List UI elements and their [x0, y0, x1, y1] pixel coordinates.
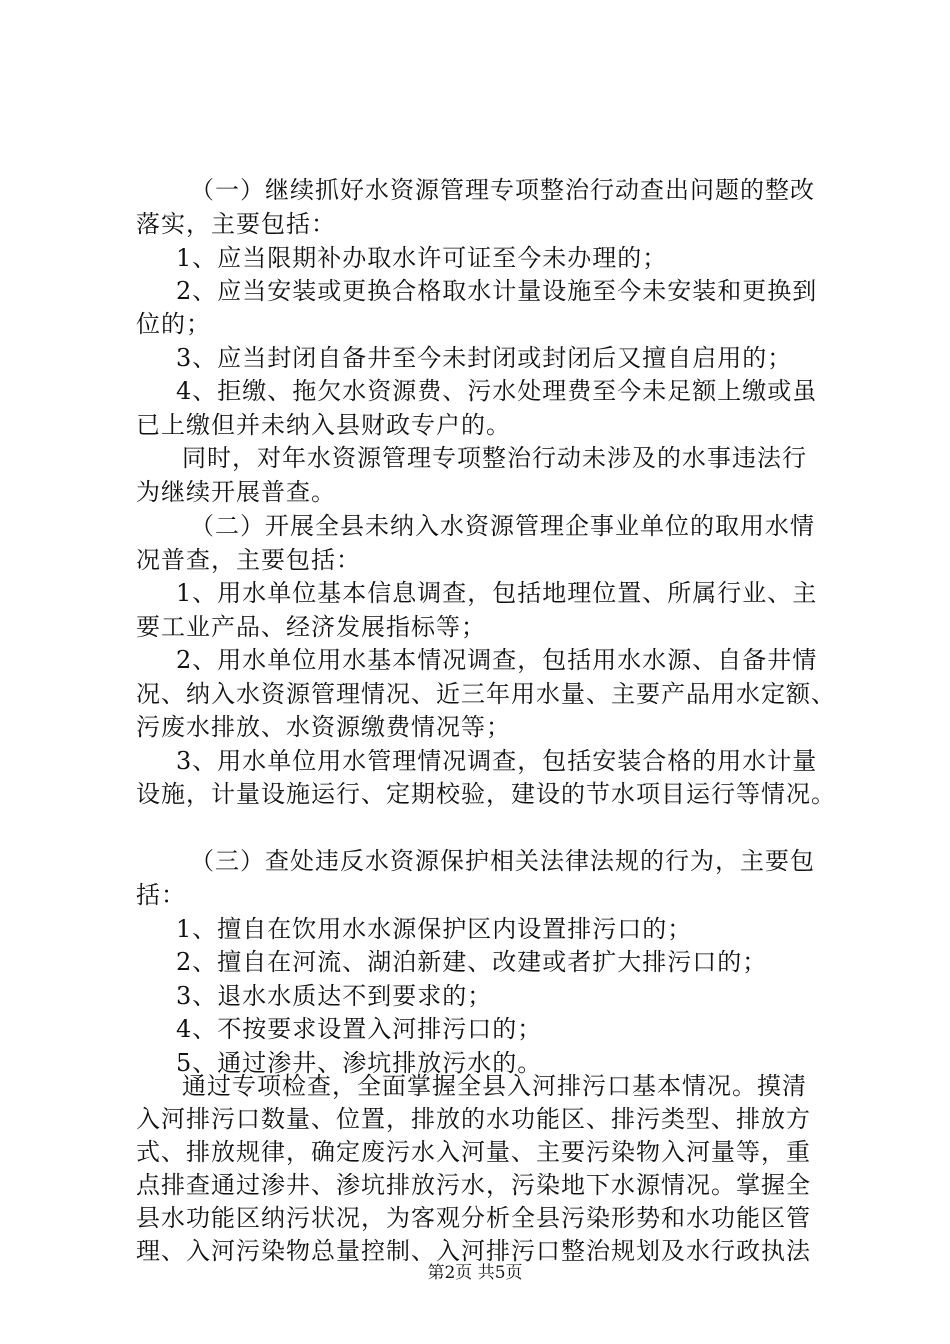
- list-item: 2、应当安装或更换合格取水计量设施至今未安装和更换到: [176, 277, 818, 305]
- text-line: 落实，主要包括：: [136, 210, 336, 238]
- text-line: 括：: [136, 881, 186, 909]
- paragraph-line: 通过专项检查，全面掌握全县入河排污口基本情况。摸清: [182, 1072, 807, 1100]
- list-item: 1、用水单位基本信息调查，包括地理位置、所属行业、主: [176, 579, 818, 607]
- text-line: 点排查通过渗井、渗坑排放污水，污染地下水源情况。掌握全: [136, 1171, 811, 1199]
- text-line: 况、纳入水资源管理情况、近三年用水量、主要产品用水定额、: [136, 680, 836, 708]
- paragraph-line: 同时，对年水资源管理专项整治行动未涉及的水事违法行: [182, 444, 807, 472]
- section-2-heading: （二）开展全县未纳入水资源管理企事业单位的取用水情: [190, 512, 815, 540]
- section-1-heading: （一）继续抓好水资源管理专项整治行动查出问题的整改: [190, 176, 815, 204]
- list-item: 4、拒缴、拖欠水资源费、污水处理费至今未足额上缴或虽: [176, 377, 818, 405]
- list-item: 2、擅自在河流、湖泊新建、改建或者扩大排污口的；: [176, 948, 768, 976]
- text-line: 理、入河污染物总量控制、入河排污口整治规划及水行政执法: [136, 1237, 811, 1265]
- list-item: 1、应当限期补办取水许可证至今未办理的；: [176, 244, 668, 272]
- text-line: 式、排放规律，确定废污水入河量、主要污染物入河量等，重: [136, 1138, 811, 1166]
- section-3-heading: （三）查处违反水资源保护相关法律法规的行为，主要包: [190, 847, 815, 875]
- text-line: 要工业产品、经济发展指标等；: [136, 613, 486, 641]
- list-item: 5、通过渗井、渗坑排放污水的。: [176, 1049, 543, 1077]
- list-item: 2、用水单位用水基本情况调查，包括用水水源、自备井情: [176, 646, 818, 674]
- text-line: 已上缴但并未纳入县财政专户的。: [136, 411, 511, 439]
- list-item: 3、用水单位用水管理情况调查，包括安装合格的用水计量: [176, 747, 818, 775]
- list-item: 3、应当封闭自备井至今未封闭或封闭后又擅自启用的；: [176, 344, 793, 372]
- text-line: 位的；: [136, 310, 211, 338]
- text-line: 为继续开展普查。: [136, 478, 336, 506]
- list-item: 3、退水水质达不到要求的；: [176, 982, 493, 1010]
- text-line: 县水功能区纳污状况，为客观分析全县污染形势和水功能区管: [136, 1204, 811, 1232]
- text-line: 入河排污口数量、位置，排放的水功能区、排污类型、排放方: [136, 1105, 811, 1133]
- list-item: 1、擅自在饮用水水源保护区内设置排污口的；: [176, 915, 693, 943]
- list-item: 4、不按要求设置入河排污口的；: [176, 1015, 543, 1043]
- text-line: 况普查，主要包括：: [136, 546, 361, 574]
- page-footer: 第2页 共5页: [427, 1263, 523, 1283]
- text-line: 污废水排放、水资源缴费情况等；: [136, 713, 511, 741]
- text-line: 设施，计量设施运行、定期校验，建设的节水项目运行等情况。: [136, 780, 836, 808]
